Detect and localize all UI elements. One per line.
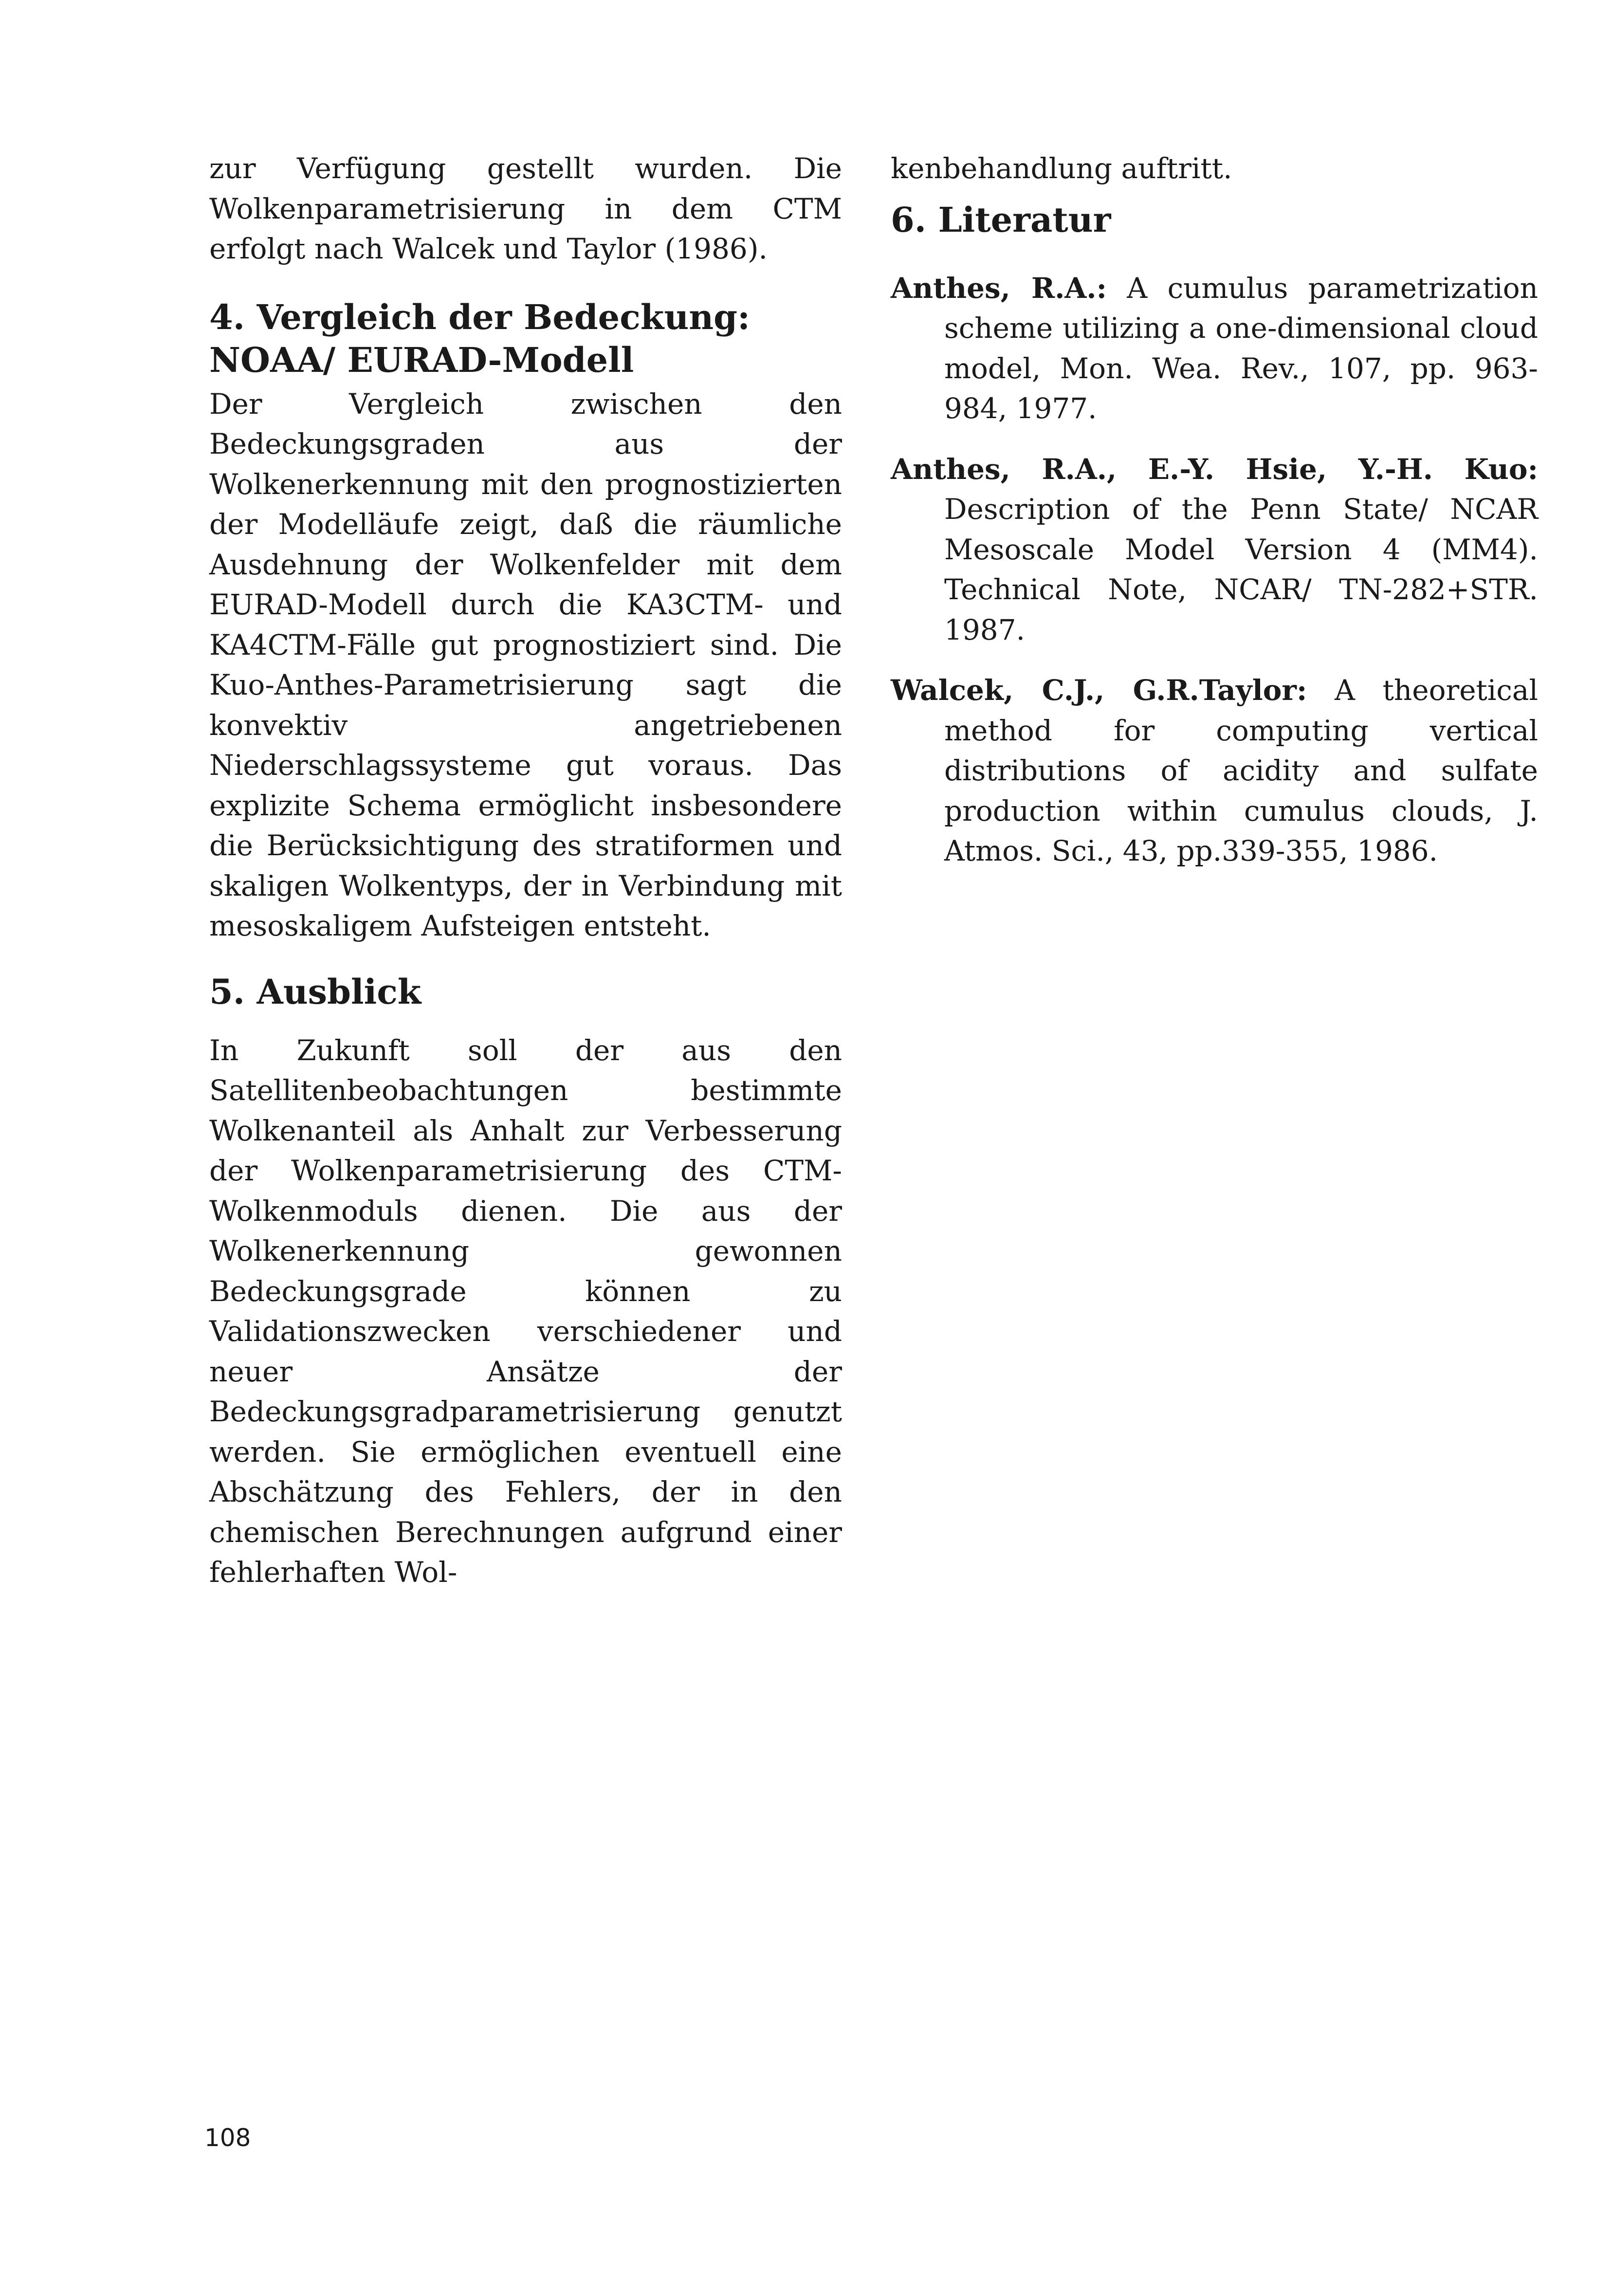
reference-text: A theoretical method for computing vertical distributions of acidity and sulfate production within cumulus clouds, J. Atmos. Sci., 43, pp.339-355, 1986. (944, 674, 1539, 867)
reference-list (891, 268, 1538, 871)
right-column (891, 148, 1538, 892)
section-6-heading: 6. Literatur (891, 199, 1111, 240)
reference-item (891, 449, 1538, 650)
reference-item (891, 670, 1538, 871)
section-5-heading: 5. Ausblick (209, 971, 421, 1012)
continuation-paragraph: zur Verfügung gestellt wurden. Die Wolkenparametrisierung in dem CTM erfolgt nach Walcek und Taylor (1986). (209, 152, 842, 265)
reference-item (891, 268, 1538, 429)
continuation-paragraph: kenbehandlung auftritt. (891, 152, 1232, 185)
reference-text: Description of the Penn State/ NCAR Mesoscale Model Version 4 (MM4). Technical Note, NCAR/ TN-282+STR. 1987. (944, 493, 1538, 646)
section-4-heading: 4. Vergleich der Bedeckung: NOAA/ EURAD-Modell (209, 296, 750, 380)
section-4-body: Der Vergleich zwischen den Bedeckungsgraden aus der Wolkenerkennung mit den prognostizierten der Modelläufe zeigt, daß die räumliche Ausdehnung der Wolkenfelder mit dem EURAD-Modell durch die KA3CTM- und KA4CTM-Fälle gut prognostiziert sind. Die Kuo-Anthes-Parametrisierung sagt die konvektiv angetriebenen Niederschlagssysteme gut voraus. Das explizite Schema ermöglicht insbesondere die Berücksichtigung des stratiformen und skaligen Wolkentyps, der in Verbindung mit mesoskaligem Aufsteigen entsteht. (209, 387, 842, 942)
reference-authors: Anthes, R.A.: (891, 271, 1107, 305)
left-column (209, 148, 842, 1593)
page-number: 108 (204, 2124, 251, 2152)
section-5-body: In Zukunft soll der aus den Satellitenbeobachtungen bestimmte Wolkenanteil als Anhalt zur Verbesserung der Wolkenparametrisierung des CTM-Wolkenmoduls dienen. Die aus der Wolkenerkennung gewonnen Bedeckungsgrade können zu Validationszwecken verschiedener und neuer Ansätze der Bedeckungsgradparametrisierung genutzt werden. Sie ermöglichen eventuell eine Abschätzung des Fehlers, der in den chemischen Berechnungen aufgrund einer fehlerhaften Wol- (209, 1033, 842, 1589)
reference-text: A cumulus parametrization scheme utilizing a one-dimensional cloud model, Mon. Wea. Rev., 107, pp. 963-984, 1977. (944, 271, 1538, 425)
reference-authors: Walcek, C.J., G.R.Taylor: (891, 674, 1307, 707)
reference-authors: Anthes, R.A., E.-Y. Hsie, Y.-H. Kuo: (891, 452, 1538, 486)
